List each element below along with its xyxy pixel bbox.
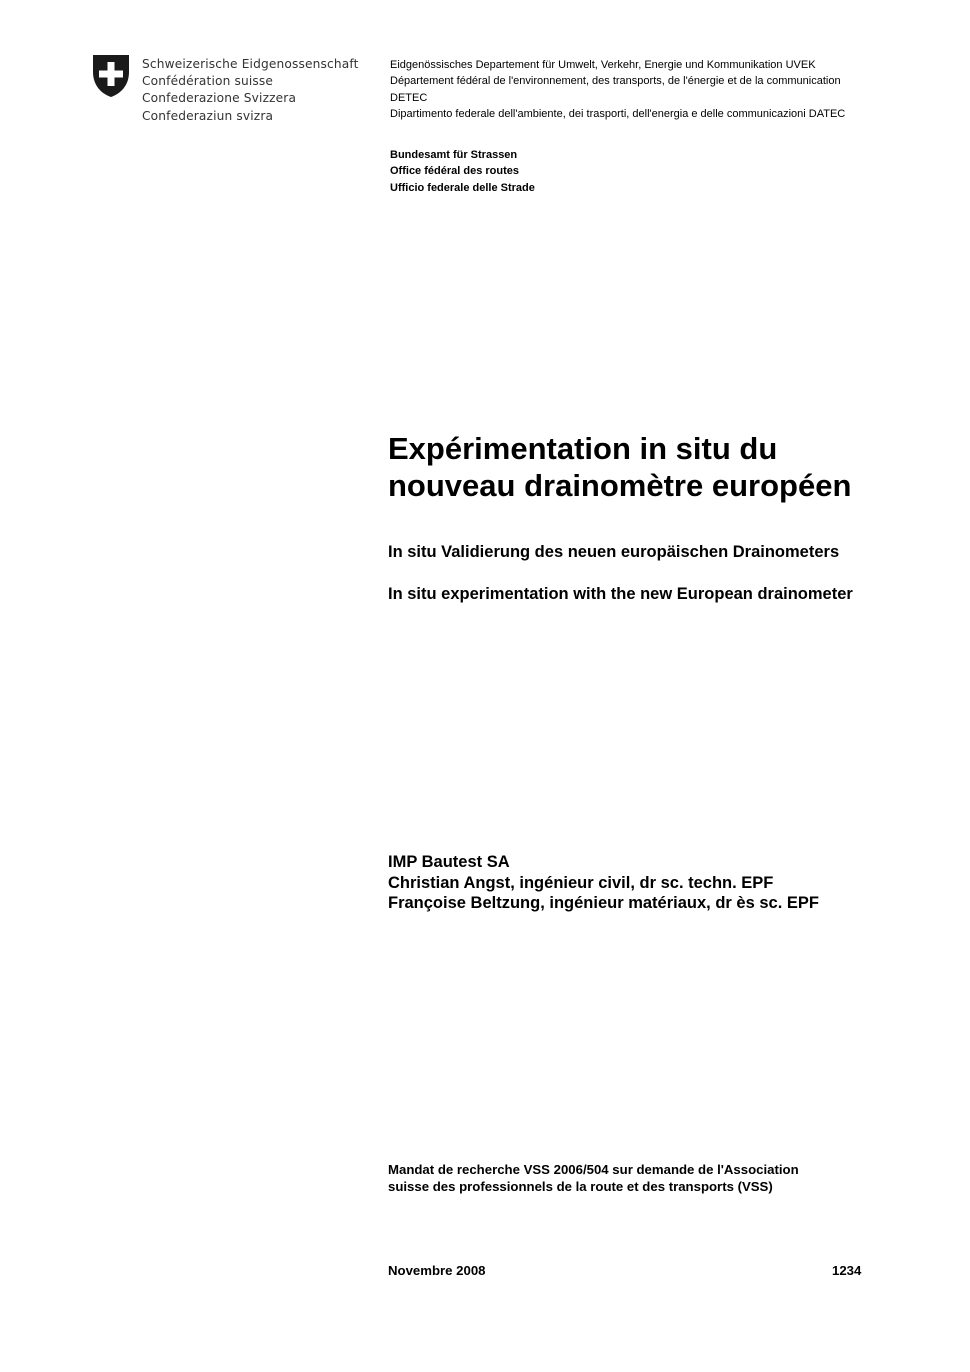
author-1: Christian Angst, ingénieur civil, dr sc. techn. EPF <box>388 873 774 892</box>
mandate-line-2: suisse des professionnels de la route et des transports (VSS) <box>388 1178 773 1194</box>
document-title <box>388 430 948 504</box>
research-mandate <box>388 1162 888 1195</box>
authors-block <box>388 852 819 914</box>
author-2: Françoise Beltzung, ingénieur matériaux, dr ès sc. EPF <box>388 894 819 912</box>
confederation-names <box>142 56 359 125</box>
title-line-2: nouveau drainomètre européen <box>388 468 852 503</box>
department-name-de: Eidgenössisches Departement für Umwelt, Verkehr, Energie und Kommunikation UVEK <box>390 59 816 71</box>
confederation-name-rm: Confederaziun svizra <box>142 108 274 123</box>
confederation-name-fr: Confédération suisse <box>142 74 274 89</box>
swiss-coat-of-arms-logo <box>92 54 130 98</box>
author-company: IMP Bautest SA <box>388 853 510 871</box>
department-names <box>390 57 880 123</box>
publication-date: Novembre 2008 <box>388 1263 486 1278</box>
subtitle-german: In situ Validierung des neuen europäischen Drainometers <box>388 543 840 561</box>
department-name-fr: Département fédéral de l'environnement, des transports, de l'énergie et de la communication DETEC <box>390 75 841 104</box>
title-line-1: Expérimentation in situ du <box>388 431 778 466</box>
office-name-it: Ufficio federale delle Strade <box>390 181 535 194</box>
subtitle-english: In situ experimentation with the new European drainometer <box>388 585 853 603</box>
office-name-de: Bundesamt für Strassen <box>390 149 518 161</box>
office-names <box>390 147 535 196</box>
office-name-fr: Office fédéral des routes <box>390 165 519 178</box>
mandate-line-1: Mandat de recherche VSS 2006/504 sur demande de l'Association <box>388 1162 799 1177</box>
report-number: 1234 <box>832 1263 862 1278</box>
department-name-it: Dipartimento federale dell'ambiente, dei trasporti, dell'energia e delle communicazioni DATEC <box>390 108 846 121</box>
confederation-name-de: Schweizerische Eidgenossenschaft <box>142 57 359 71</box>
confederation-name-it: Confederazione Svizzera <box>142 91 297 106</box>
